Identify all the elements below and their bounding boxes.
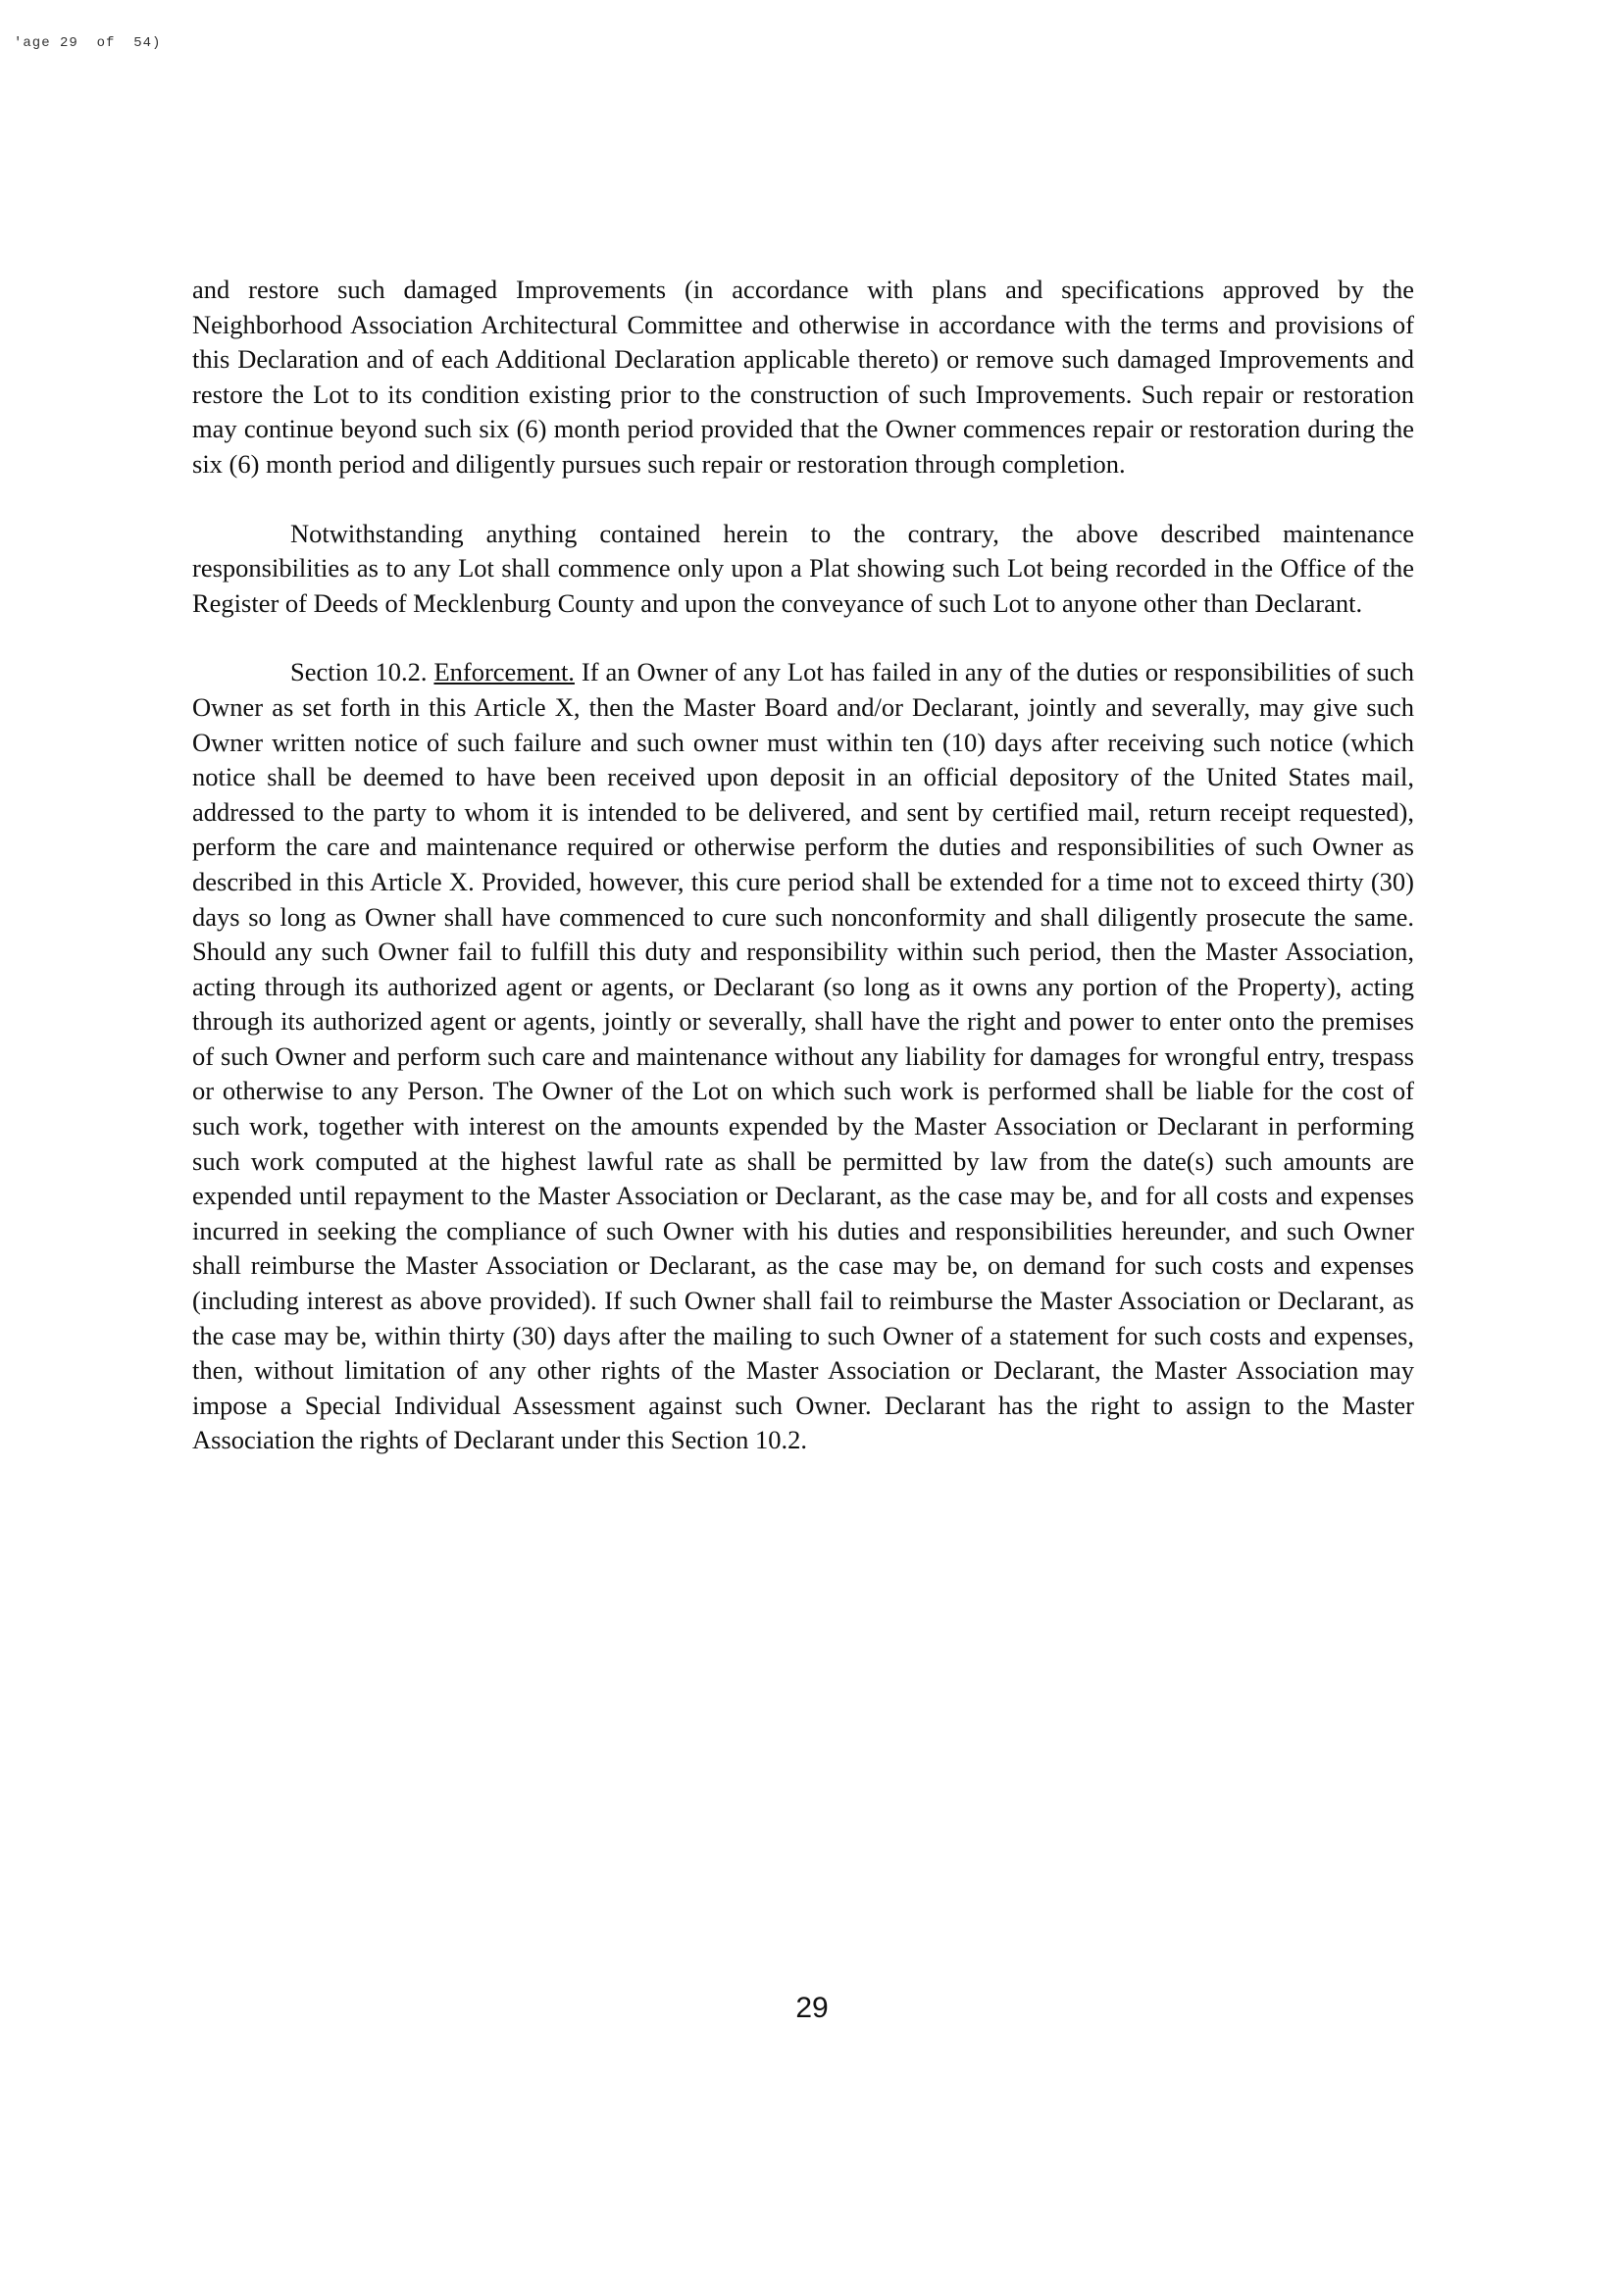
section-heading-enforcement: Enforcement. bbox=[433, 657, 575, 687]
paragraph-section-10-2 bbox=[192, 655, 1414, 1458]
page-number: 29 bbox=[795, 1992, 829, 2024]
section-number: Section 10.2. bbox=[290, 657, 434, 687]
page-header-label: 'age 29 of 54) bbox=[14, 35, 162, 51]
paragraph-notwithstanding: Notwithstanding anything contained herein to the contrary, the above described maintenance responsibilities as to any Lot shall commence only upon a Plat showing such Lot being recorded in the Office of the Register of Deeds of Mecklenburg County and upon the conveyance of such Lot to anyone other than Declarant. bbox=[192, 518, 1414, 618]
paragraph-restoration: and restore such damaged Improvements (in accordance with plans and specifications approved by the Neighborhood Association Architectural Committee and otherwise in accordance with the terms and provisions of this Declaration and of each Additional Declaration applicable thereto) or remove such damaged Improvements and restore the Lot to its condition existing prior to the construction of such Improvements. Such repair or restoration may continue beyond such six (6) month period provided that the Owner commences repair or restoration during the six (6) month period and diligently pursues such repair or restoration through completion. bbox=[192, 275, 1414, 479]
section-body: If an Owner of any Lot has failed in any of the duties or responsibilities of such Owner as set forth in this Article X, then the Master Board and/or Declarant, jointly and severally, may give such Owner written notice of such failure and such owner must within ten (10) days after receiving such notice (which notice shall be deemed to have been received upon deposit in an official depository of the United States mail, addressed to the party to whom it is intended to be delivered, and sent by certified mail, return receipt requested), perform the care and maintenance required or otherwise perform the duties and responsibilities of such Owner as described in this Article X. Provided, however, this cure period shall be extended for a time not to exceed thirty (30) days so long as Owner shall have commenced to cure such nonconformity and shall diligently prosecute the same. Should any such Owner fail to fulfill this duty and responsibility within such period, then the Master Association, acting through its authorized agent or agents, or Declarant (so long as it owns any portion of the Property), acting through its authorized agent or agents, jointly or severally, shall have the right and power to enter onto the premises of such Owner and perform such care and maintenance without any liability for damages for wrongful entry, trespass or otherwise to any Person. The Owner of the Lot on which such work is performed shall be liable for the cost of such work, together with interest on the amounts expended by the Master Association or Declarant in performing such work computed at the highest lawful rate as shall be permitted by law from the date(s) such amounts are expended until repayment to the Master Association or Declarant, as the case may be, and for all costs and expenses incurred in seeking the compliance of such Owner with his duties and responsibilities hereunder, and such Owner shall reimburse the Master Association or Declarant, as the case may be, on demand for such costs and expenses (including interest as above provided). If such Owner shall fail to reimburse the Master Association or Declarant, as the case may be, within thirty (30) days after the mailing to such Owner of a statement for such costs and expenses, then, without limitation of any other rights of the Master Association or Declarant, the Master Association may impose a Special Individual Assessment against such Owner. Declarant has the right to assign to the Master Association the rights of Declarant under this Section 10.2. bbox=[192, 657, 1414, 1455]
document-body bbox=[192, 273, 1414, 1458]
